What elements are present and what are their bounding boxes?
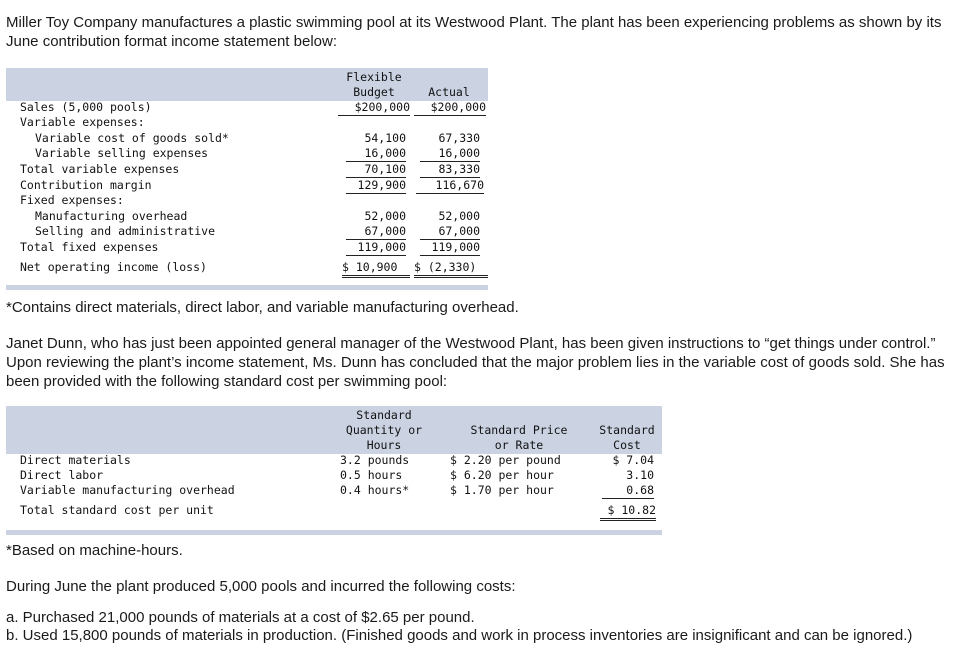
price-direct-materials: $ 2.20 per pound	[450, 453, 561, 467]
actual-mfg-overhead: 52,000	[438, 209, 480, 223]
actual-selling-admin: 67,000	[420, 224, 480, 240]
flex-selling-admin: 67,000	[346, 224, 406, 240]
row-label-sales: Sales (5,000 pools)	[20, 100, 152, 114]
income-statement-table	[6, 68, 488, 290]
actual-sales: $200,000	[414, 100, 486, 116]
col-header-std-price-1: Standard Price	[470, 423, 568, 437]
row-label-net-operating-income: Net operating income (loss)	[20, 260, 207, 274]
row-label-vcogs: Variable cost of goods sold*	[35, 131, 229, 145]
row-label-mfg-overhead: Manufacturing overhead	[35, 209, 188, 223]
qty-variable-mfg-overhead: 0.4 hours*	[340, 483, 410, 497]
actual-vcogs: 67,330	[438, 131, 480, 145]
cost-direct-materials: $ 7.04	[612, 453, 654, 467]
row-label-total-variable: Total variable expenses	[20, 162, 180, 176]
flex-total-variable: 70,100	[346, 162, 406, 178]
list-item: b. Used 15,800 pounds of materials in production. (Finished goods and work in process inventories are insignificant and can be ignored.)	[6, 627, 913, 644]
row-label-fixed-expenses: Fixed expenses:	[20, 193, 124, 207]
row-label-variable-expenses: Variable expenses:	[20, 115, 145, 129]
row-label-direct-labor: Direct labor	[20, 468, 104, 482]
footnote-machine-hours: *Based on machine-hours.	[6, 542, 183, 559]
row-label-total-standard-cost: Total standard cost per unit	[20, 503, 214, 517]
actual-contribution-margin: 116,670	[416, 178, 484, 194]
col-header-actual: Actual	[428, 85, 470, 99]
para-june-production: During June the plant produced 5,000 pools and incurred the following costs:	[6, 578, 516, 595]
row-label-contribution-margin: Contribution margin	[20, 178, 152, 192]
flex-total-fixed: 119,000	[346, 240, 406, 256]
price-variable-mfg-overhead: $ 1.70 per hour	[450, 483, 554, 497]
para-janet-dunn: Janet Dunn, who has just been appointed general manager of the Westwood Plant, has been given instructions to “get things under control.” Upon reviewing the plant’s income statement, Ms. Dunn has concluded that the major problem lies in the variable cost of goods sold. She has been provided with the following standard cost per swimming pool:	[6, 335, 945, 390]
list-item: a. Purchased 21,000 pounds of materials at a cost of $2.65 per pound.	[6, 609, 475, 626]
col-header-std-price-2: or Rate	[494, 438, 544, 452]
qty-direct-materials: 3.2 pounds	[340, 453, 410, 467]
actual-total-fixed: 119,000	[420, 240, 480, 256]
cost-total-standard: $ 10.82	[600, 503, 656, 521]
col-header-budget: Budget	[353, 85, 395, 99]
flex-mfg-overhead: 52,000	[364, 209, 406, 223]
row-label-vsell: Variable selling expenses	[35, 146, 209, 160]
qty-direct-labor: 0.5 hours	[340, 468, 403, 482]
col-header-std-qty-1: Standard	[356, 408, 412, 422]
actual-total-variable: 83,330	[420, 162, 480, 178]
col-header-std-cost-2: Cost	[613, 438, 641, 452]
flex-vcogs: 54,100	[364, 131, 406, 145]
flex-sales: $200,000	[338, 100, 410, 116]
col-header-std-qty-3: Hours	[366, 438, 402, 452]
col-header-std-qty-2: Quantity or	[345, 423, 423, 437]
actual-net-operating-income: $ (2,330)	[414, 260, 488, 278]
row-label-direct-materials: Direct materials	[20, 453, 131, 467]
cost-items-list	[6, 609, 946, 645]
intro-paragraph: Miller Toy Company manufactures a plastic swimming pool at its Westwood Plant. The plant has been experiencing problems as shown by its June contribution format income statement below:	[6, 14, 942, 50]
row-label-variable-mfg-overhead: Variable manufacturing overhead	[20, 483, 235, 497]
footnote-contains: *Contains direct materials, direct labor, and variable manufacturing overhead.	[6, 299, 519, 316]
col-header-std-cost-1: Standard	[599, 423, 655, 437]
price-direct-labor: $ 6.20 per hour	[450, 468, 554, 482]
flex-contribution-margin: 129,900	[346, 178, 406, 194]
flex-vsell: 16,000	[346, 146, 406, 162]
cost-variable-mfg-overhead: 0.68	[602, 483, 654, 499]
standard-cost-table	[6, 406, 662, 536]
row-label-selling-admin: Selling and administrative	[35, 224, 216, 238]
col-header-flexible: Flexible	[346, 70, 402, 84]
actual-vsell: 16,000	[420, 146, 480, 162]
cost-direct-labor: 3.10	[626, 468, 654, 482]
flex-net-operating-income: $ 10,900	[342, 260, 410, 278]
row-label-total-fixed: Total fixed expenses	[20, 240, 159, 254]
